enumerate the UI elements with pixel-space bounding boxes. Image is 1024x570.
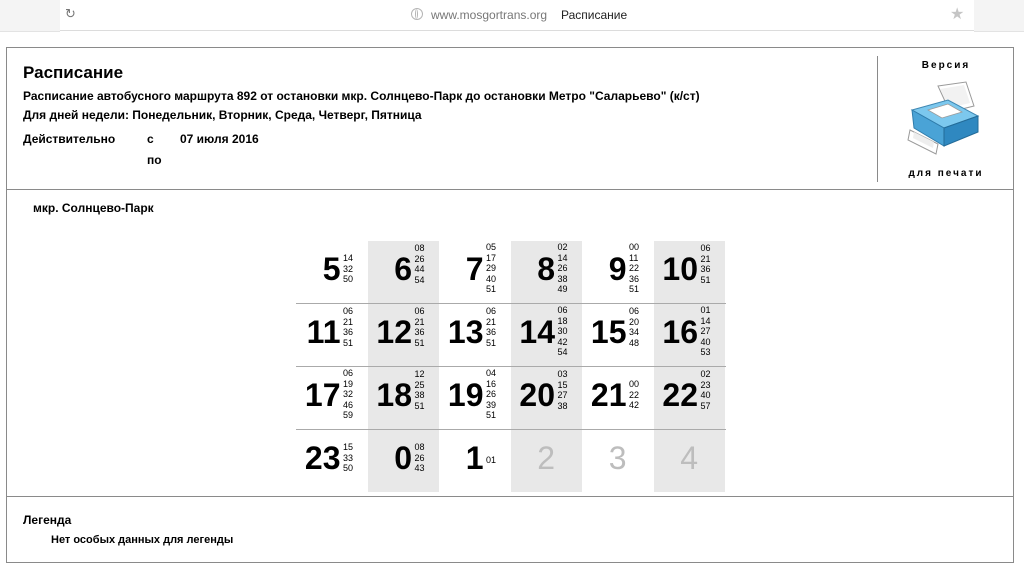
minute-value: 40: [700, 336, 711, 347]
minute-value: 57: [700, 400, 711, 411]
timetable-row: [296, 366, 726, 429]
hour-label: 7: [465, 251, 484, 287]
minutes-list: [486, 368, 496, 421]
minute-value: 21: [343, 316, 354, 327]
minute-value: 05: [486, 242, 497, 252]
minute-value: 06: [629, 306, 640, 316]
minute-value: 32: [343, 263, 354, 274]
reload-icon[interactable]: ↻: [65, 7, 76, 22]
minutes-list: [415, 306, 425, 348]
minute-value: 22: [629, 263, 640, 273]
minute-value: 01: [700, 305, 711, 315]
minute-value: 06: [343, 306, 354, 316]
legend-text: Нет особых данных для легенды: [51, 534, 234, 546]
minutes-list: [343, 368, 353, 421]
valid-from-label: с: [147, 132, 154, 146]
minute-value: 16: [486, 378, 497, 389]
bookmark-star-icon[interactable]: ★: [950, 4, 965, 23]
hour-cell: [511, 367, 583, 429]
globe-icon: [411, 8, 423, 20]
hour-cell: [368, 430, 440, 492]
hour-label: 12: [376, 314, 412, 350]
address-page-title: Расписание: [561, 8, 628, 22]
print-version-label-bottom[interactable]: для печати: [908, 168, 984, 179]
hour-label: 21: [590, 377, 627, 413]
minute-value: 38: [557, 273, 568, 284]
minutes-list: [701, 243, 711, 285]
minute-value: 44: [414, 264, 425, 274]
minute-value: 54: [414, 274, 425, 285]
hour-cell: [368, 241, 440, 303]
minute-value: 50: [343, 463, 354, 473]
page-title: Расписание: [23, 63, 124, 82]
minutes-list: [343, 442, 353, 474]
timetable-grid: [296, 241, 726, 492]
minute-value: 08: [414, 442, 425, 452]
minute-value: 06: [557, 305, 568, 315]
hour-cell: [439, 241, 511, 303]
minute-value: 36: [343, 327, 354, 337]
minute-value: 26: [486, 389, 497, 399]
schedule-header: [7, 48, 1013, 190]
minute-value: 27: [700, 326, 711, 336]
minute-value: 42: [629, 400, 640, 410]
tab-strip-left: [0, 0, 60, 32]
minute-value: 39: [486, 399, 497, 410]
hour-cell: [296, 241, 368, 303]
minute-value: 26: [414, 452, 425, 463]
valid-to-label: по: [147, 153, 162, 167]
address-url[interactable]: www.mosgortrans.org: [431, 8, 548, 22]
hour-cell: [439, 430, 511, 492]
minute-value: 51: [486, 410, 497, 420]
hour-label: 17: [304, 377, 341, 413]
minute-value: 36: [700, 264, 711, 274]
minute-value: 38: [414, 390, 425, 400]
minutes-list: [629, 379, 639, 411]
hour-cell: [511, 241, 583, 303]
minute-value: 17: [486, 252, 497, 263]
minutes-list: [343, 253, 353, 285]
valid-from-date: 07 июля 2016: [180, 132, 259, 146]
minute-value: 02: [700, 369, 711, 379]
minute-value: 40: [486, 273, 497, 284]
minute-value: 21: [700, 253, 711, 264]
minute-value: 36: [414, 327, 425, 337]
minute-value: 51: [414, 337, 425, 348]
minute-value: 42: [557, 336, 568, 347]
hour-label: 9: [608, 251, 627, 287]
minute-value: 27: [557, 390, 568, 400]
valid-label: Действительно: [23, 132, 116, 146]
timetable-row: [296, 241, 726, 303]
route-description: Расписание автобусного маршрута 892 от остановки мкр. Солнцево-Парк до остановки Метро "Саларьево" (к/ст): [23, 89, 700, 103]
minute-value: 21: [414, 316, 425, 327]
minute-value: 34: [629, 327, 640, 337]
minute-value: 06: [414, 306, 425, 316]
minute-value: 51: [414, 400, 425, 411]
minutes-list: [343, 306, 353, 348]
minutes-list: [701, 305, 711, 358]
minute-value: 06: [700, 243, 711, 253]
schedule-frame: [6, 47, 1014, 563]
minute-value: 51: [343, 337, 354, 348]
hour-label: 15: [590, 314, 627, 350]
hour-label: 4: [680, 440, 698, 476]
minutes-list: [558, 369, 568, 411]
hour-cell: [368, 367, 440, 429]
minutes-list: [701, 369, 711, 411]
minute-value: 00: [629, 242, 640, 252]
minute-value: 14: [557, 252, 568, 263]
minute-value: 46: [343, 399, 354, 410]
minute-value: 21: [486, 316, 497, 327]
minute-value: 40: [700, 390, 711, 400]
minutes-list: [486, 242, 496, 295]
hour-label: 18: [376, 377, 412, 413]
minute-value: 06: [486, 306, 497, 316]
hour-label: 14: [519, 314, 555, 350]
minute-value: 59: [343, 410, 354, 420]
hour-label: 0: [394, 440, 412, 476]
timetable-row: [296, 303, 726, 366]
minute-value: 19: [343, 378, 354, 389]
hour-label: 6: [394, 251, 412, 287]
minute-value: 23: [700, 379, 711, 390]
hour-label: 22: [662, 377, 698, 413]
hour-cell: [439, 367, 511, 429]
minute-value: 14: [343, 253, 354, 263]
hour-cell: [296, 430, 368, 492]
hour-label: 10: [662, 251, 698, 287]
minute-value: 22: [629, 389, 640, 400]
minute-value: 18: [557, 315, 568, 326]
print-version-label-top[interactable]: Версия: [921, 60, 971, 71]
minute-value: 01: [486, 455, 497, 465]
minute-value: 49: [557, 284, 568, 294]
tab-strip-right: [974, 0, 1024, 32]
hour-cell: [582, 367, 654, 429]
hour-label: 13: [447, 314, 484, 350]
hour-label: 2: [537, 440, 555, 476]
minute-value: 30: [557, 326, 568, 336]
hour-cell: [439, 304, 511, 366]
minute-value: 36: [486, 327, 497, 337]
hour-cell: [511, 430, 583, 492]
hour-cell: [296, 304, 368, 366]
minute-value: 33: [343, 452, 354, 463]
hour-label: 1: [465, 440, 484, 476]
minute-value: 51: [486, 284, 497, 294]
printer-icon[interactable]: [904, 80, 988, 160]
weekdays-line: Для дней недели: Понедельник, Вторник, Среда, Четверг, Пятница: [23, 108, 422, 122]
minute-value: 53: [700, 347, 711, 357]
hour-cell: [582, 304, 654, 366]
legend-section: [7, 496, 1013, 563]
minute-value: 36: [629, 273, 640, 284]
hour-cell: [654, 367, 726, 429]
minutes-list: [415, 369, 425, 411]
minutes-list: [629, 306, 639, 348]
minute-value: 50: [343, 274, 354, 284]
minute-value: 26: [557, 263, 568, 273]
minutes-list: [558, 305, 568, 358]
minute-value: 00: [629, 379, 640, 389]
minute-value: 14: [700, 315, 711, 326]
hour-label: 3: [608, 440, 627, 476]
minute-value: 43: [414, 463, 425, 473]
minute-value: 08: [414, 243, 425, 253]
minutes-list: [486, 455, 496, 466]
hour-cell: [654, 241, 726, 303]
minute-value: 20: [629, 316, 640, 327]
minute-value: 11: [629, 252, 639, 263]
minutes-list: [558, 242, 568, 295]
minute-value: 02: [557, 242, 568, 252]
minute-value: 06: [343, 368, 354, 378]
minute-value: 26: [414, 253, 425, 264]
hour-label: 11: [306, 314, 341, 350]
hour-cell: [511, 304, 583, 366]
hour-cell: [582, 430, 654, 492]
hour-label: 5: [322, 251, 341, 287]
hour-label: 20: [519, 377, 555, 413]
minute-value: 15: [343, 442, 354, 452]
minute-value: 03: [557, 369, 568, 379]
minute-value: 48: [629, 337, 640, 348]
hour-cell: [654, 430, 726, 492]
timetable-row: [296, 429, 726, 492]
hour-cell: [654, 304, 726, 366]
minutes-list: [629, 242, 639, 295]
minute-value: 04: [486, 368, 497, 378]
minute-value: 51: [700, 274, 711, 285]
hour-label: 16: [662, 314, 698, 350]
minute-value: 15: [557, 379, 568, 390]
hour-cell: [296, 367, 368, 429]
hour-cell: [368, 304, 440, 366]
minutes-list: [486, 306, 496, 348]
legend-title: Легенда: [23, 513, 72, 527]
hour-label: 8: [537, 251, 555, 287]
minute-value: 54: [557, 347, 568, 357]
minutes-list: [415, 442, 425, 474]
minute-value: 25: [414, 379, 425, 390]
print-version-link[interactable]: [877, 56, 1014, 182]
hour-cell: [582, 241, 654, 303]
minute-value: 38: [557, 400, 568, 411]
minute-value: 51: [486, 337, 497, 348]
hour-label: 19: [447, 377, 484, 413]
minute-value: 12: [414, 369, 425, 379]
minute-value: 51: [629, 284, 640, 294]
minute-value: 29: [486, 263, 497, 273]
stop-name: мкр. Солнцево-Парк: [33, 201, 154, 215]
minute-value: 32: [343, 389, 354, 399]
browser-toolbar: [0, 0, 1024, 31]
minutes-list: [415, 243, 425, 285]
hour-label: 23: [304, 440, 341, 476]
